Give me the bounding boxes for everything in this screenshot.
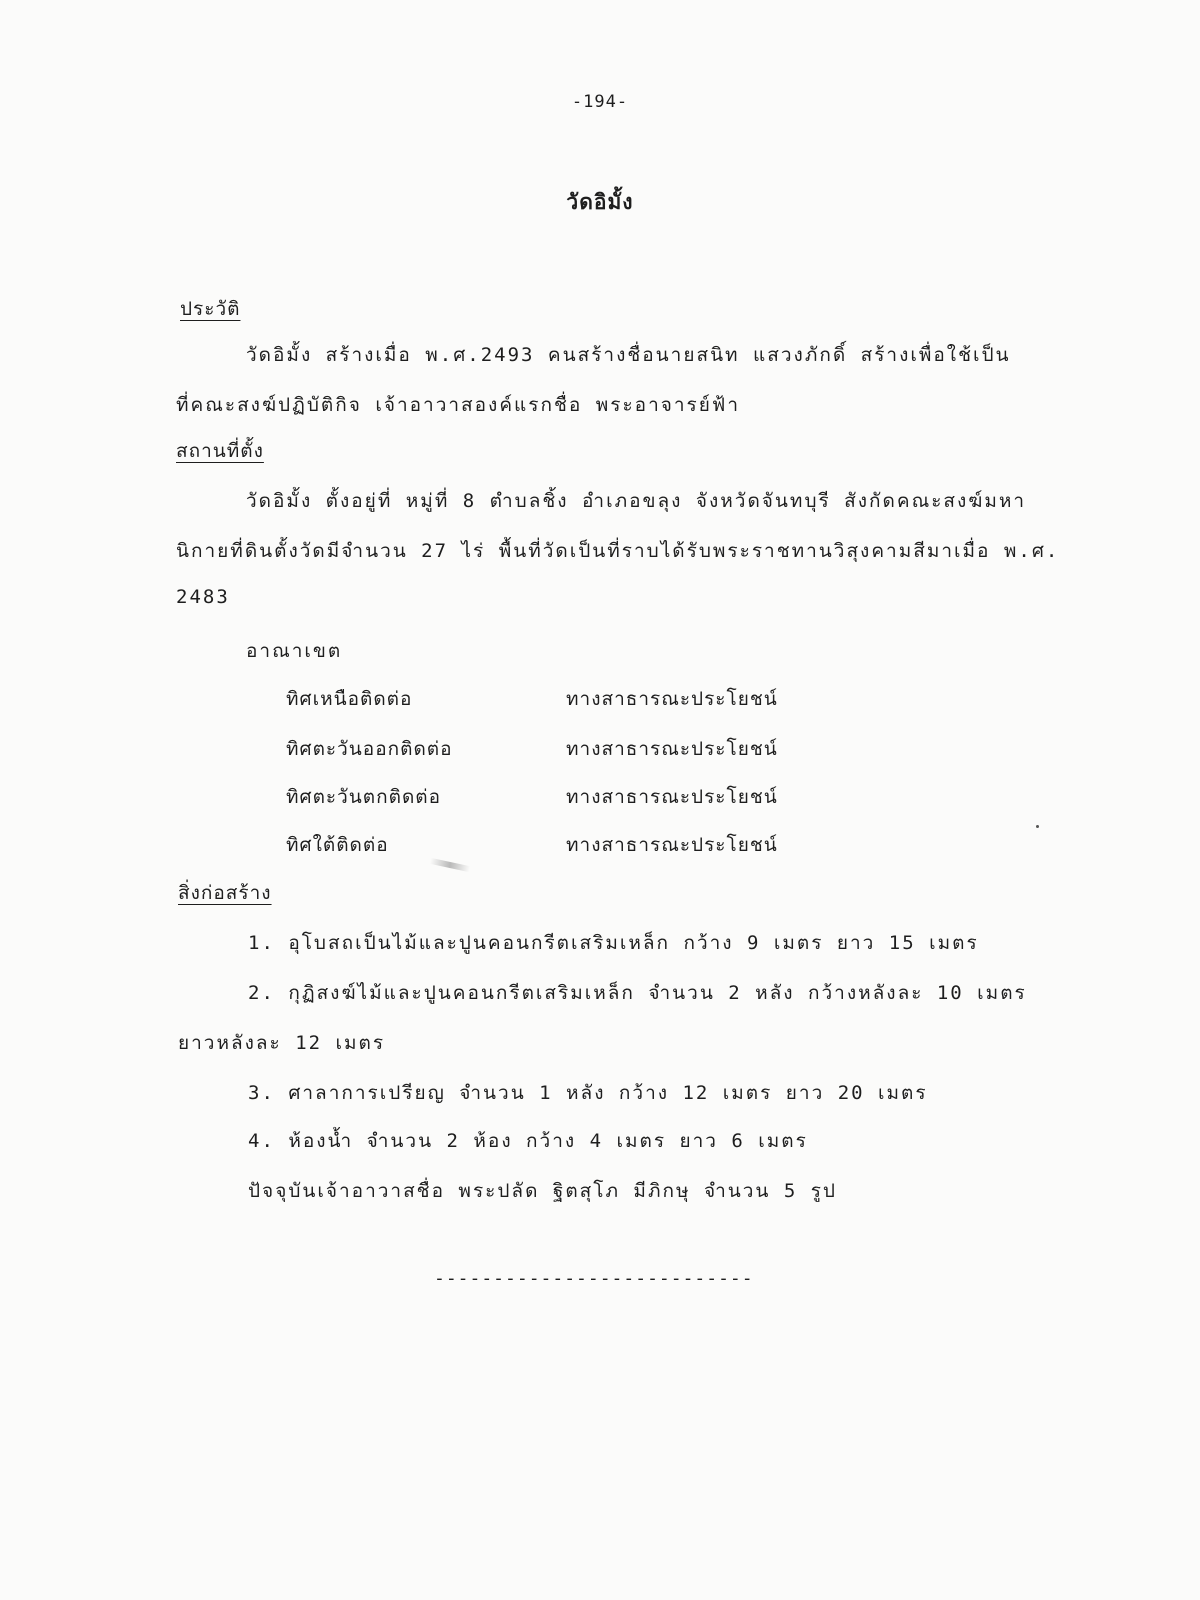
history-line-2: ที่คณะสงฆ์ปฏิบัติกิจ เจ้าอาวาสองค์แรกชื่อ พระอาจารย์ฟ้า: [176, 394, 741, 416]
page-number: -194-: [571, 92, 629, 112]
boundary-label: อาณาเขต: [246, 640, 343, 662]
boundary-west-direction: ทิศตะวันตกติดต่อ: [286, 786, 442, 808]
structure-item-2-line-1: 2. กุฏิสงฆ์ไม้และปูนคอนกรีตเสริมเหล็ก จำนวน 2 หลัง กว้างหลังละ 10 เมตร: [248, 982, 1027, 1004]
location-line-1: วัดอิมั้ง ตั้งอยู่ที่ หมู่ที่ 8 ตำบลชิ้ง อำเภอขลุง จังหวัดจันทบุรี สังกัดคณะสงฆ์มหา: [246, 490, 1027, 512]
structures-heading: สิ่งก่อสร้าง: [178, 882, 272, 904]
abbot-line: ปัจจุบันเจ้าอาวาสชื่อ พระปลัด ฐิตสุโภ มีภิกษุ จำนวน 5 รูป: [248, 1180, 837, 1202]
location-heading: สถานที่ตั้ง: [176, 440, 264, 462]
boundary-south-value: ทางสาธารณะประโยชน์: [566, 834, 778, 856]
boundary-west-value: ทางสาธารณะประโยชน์: [566, 786, 778, 808]
scan-smudge: [430, 858, 470, 872]
end-divider: ---------------------------: [434, 1268, 754, 1289]
boundary-south-direction: ทิศใต้ติดต่อ: [286, 834, 389, 856]
structure-item-2-line-2: ยาวหลังละ 12 เมตร: [178, 1032, 386, 1054]
boundary-north-value: ทางสาธารณะประโยชน์: [566, 688, 778, 710]
boundary-east-direction: ทิศตะวันออกติดต่อ: [286, 738, 453, 760]
boundary-east-value: ทางสาธารณะประโยชน์: [566, 738, 778, 760]
location-line-2: นิกายที่ดินตั้งวัดมีจำนวน 27 ไร่ พื้นที่วัดเป็นที่ราบได้รับพระราชทานวิสุงคามสีมาเมื่อ พ.ศ.: [176, 540, 1060, 562]
structure-item-4: 4. ห้องน้ำ จำนวน 2 ห้อง กว้าง 4 เมตร ยาว 6 เมตร: [248, 1130, 808, 1152]
history-heading: ประวัติ: [180, 298, 241, 320]
scan-speck: [1036, 825, 1039, 828]
structure-item-3: 3. ศาลาการเปรียญ จำนวน 1 หลัง กว้าง 12 เมตร ยาว 20 เมตร: [248, 1082, 928, 1104]
page-title: วัดอิมั้ง: [566, 190, 634, 214]
history-line-1: วัดอิมั้ง สร้างเมื่อ พ.ศ.2493 คนสร้างชื่อนายสนิท แสวงภักดิ์ สร้างเพื่อใช้เป็น: [246, 344, 1011, 366]
location-line-3: 2483: [176, 586, 230, 608]
structure-item-1: 1. อุโบสถเป็นไม้และปูนคอนกรีตเสริมเหล็ก กว้าง 9 เมตร ยาว 15 เมตร: [248, 932, 979, 954]
boundary-north-direction: ทิศเหนือติดต่อ: [286, 688, 413, 710]
